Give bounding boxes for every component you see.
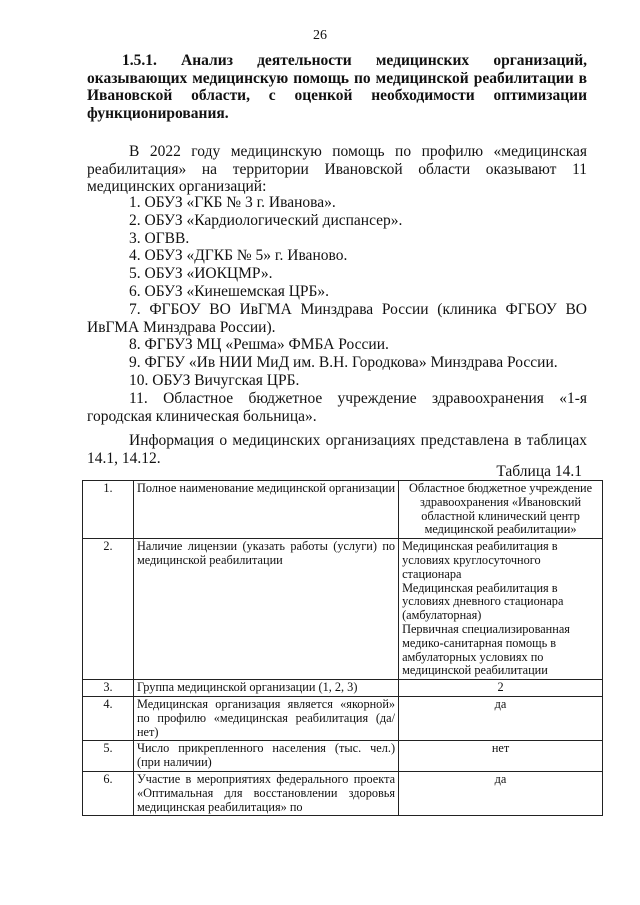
- row-number: 1.: [83, 481, 134, 539]
- list-item: 4. ОБУЗ «ДГКБ № 5» г. Иваново.: [129, 247, 348, 265]
- row-parameter: Полное наименование медицинской организации: [133, 481, 398, 539]
- page-number: 26: [313, 28, 327, 43]
- list-item: 7. ФГБОУ ВО ИвГМА Минздрава России (клиника ФГБОУ ВО ИвГМА Минздрава России).: [87, 300, 587, 336]
- list-item: 11. Областное бюджетное учреждение здравоохранения «1-я городская клиническая больница».: [87, 389, 587, 425]
- list-item: 2. ОБУЗ «Кардиологический диспансер».: [129, 211, 403, 229]
- list-item: 9. ФГБУ «Ив НИИ МиД им. В.Н. Городкова» Минздрава России.: [129, 354, 558, 372]
- row-number: 3.: [83, 680, 134, 697]
- list-item: 3. ОГВВ.: [129, 229, 190, 247]
- value-line: Медицинская реабилитация в условиях круглосуточного стационара: [402, 539, 558, 581]
- value-line: 2: [497, 680, 504, 695]
- list-item: 1. ОБУЗ «ГКБ № 3 г. Иванова».: [129, 194, 336, 211]
- row-parameter: Группа медицинской организации (1, 2, 3): [133, 680, 398, 697]
- value-line: Медицинская реабилитация в условиях дневного стационара (амбулаторная): [402, 580, 564, 623]
- data-table: [82, 480, 603, 816]
- row-parameter: Наличие лицензии (указать работы (услуги) по медицинской реабилитации: [133, 539, 398, 680]
- list-item: 8. ФГБУЗ МЦ «Решма» ФМБА России.: [129, 336, 389, 354]
- value-line: нет: [491, 741, 510, 756]
- section-heading: 1.5.1. Анализ деятельности медицинских организаций, оказывающих медицинскую помощь по медицинской реабилитации в Ивановской области, с оценкой необходимости оптимизации функционирования.: [87, 52, 587, 122]
- list-item: 10. ОБУЗ Вичугская ЦРБ.: [129, 371, 300, 389]
- row-number: 5.: [83, 741, 134, 772]
- row-value: [399, 696, 603, 740]
- row-parameter: Участие в мероприятиях федерального проекта «Оптимальная для восстановлении здоровья медицинская реабилитация» по: [133, 771, 398, 815]
- value-line: Первичная специализированная медико-санитарная помощь в амбулаторных условиях по медицинской реабилитации: [402, 621, 570, 678]
- row-number: 2.: [83, 539, 134, 680]
- row-value: [399, 481, 603, 539]
- table-row: [83, 771, 603, 815]
- table-row: [83, 539, 603, 680]
- value-line: да: [494, 771, 507, 786]
- row-parameter: Число прикрепленного населения (тыс. чел.) (при наличии): [133, 741, 398, 772]
- row-value: [399, 539, 603, 680]
- list-item: 6. ОБУЗ «Кинешемская ЦРБ».: [129, 282, 330, 300]
- value-line: Областное бюджетное учреждение здравоохранения «Ивановский областной клинический центр медицинской реабилитации»: [408, 481, 593, 537]
- row-number: 4.: [83, 696, 134, 740]
- table-caption: Таблица 14.1: [496, 463, 582, 480]
- table-row: [83, 741, 603, 772]
- value-line: да: [494, 696, 507, 711]
- row-value: [399, 680, 603, 697]
- row-value: [399, 741, 603, 772]
- list-item: 5. ОБУЗ «ИОКЦМР».: [129, 265, 273, 283]
- table-row: [83, 481, 603, 539]
- row-number: 6.: [83, 771, 134, 815]
- row-value: [399, 771, 603, 815]
- row-parameter: Медицинская организация является «якорной» по профилю «медицинская реабилитация (да/нет): [133, 696, 398, 740]
- table-row: [83, 696, 603, 740]
- organization-list: [87, 194, 587, 425]
- info-paragraph: Информация о медицинских организациях представлена в таблицах 14.1, 14.12.: [87, 432, 587, 467]
- intro-paragraph: В 2022 году медицинскую помощь по профилю «медицинская реабилитация» на территории Ивановской области оказывают 11 медицинских организаций:: [87, 143, 587, 195]
- table-row: [83, 680, 603, 697]
